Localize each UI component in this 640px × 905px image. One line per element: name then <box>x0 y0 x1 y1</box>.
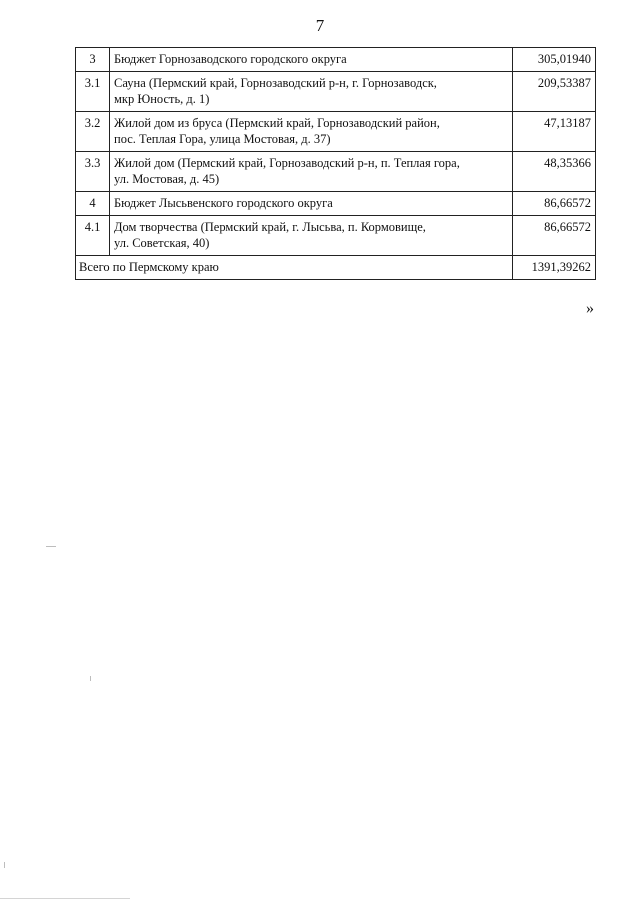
total-label: Всего по Пермскому краю <box>76 256 513 280</box>
scan-artifact <box>4 862 5 868</box>
table-row <box>76 152 596 192</box>
table-row <box>76 72 596 112</box>
row-number: 4 <box>76 192 110 216</box>
total-value: 1391,39262 <box>513 256 596 280</box>
table-row <box>76 216 596 256</box>
row-value: 48,35366 <box>513 152 596 192</box>
scan-artifact <box>46 546 56 547</box>
row-name: Жилой дом из бруса (Пермский край, Горнозаводский район, пос. Теплая Гора, улица Мостовая, д. 37) <box>110 112 513 152</box>
row-name: Бюджет Горнозаводского городского округа <box>110 48 513 72</box>
table-row <box>76 48 596 72</box>
budget-table-body <box>76 48 596 280</box>
row-value: 209,53387 <box>513 72 596 112</box>
row-name: Сауна (Пермский край, Горнозаводский р-н, г. Горнозаводск, мкр Юность, д. 1) <box>110 72 513 112</box>
scan-artifact <box>0 898 130 899</box>
table-row <box>76 192 596 216</box>
table-row <box>76 112 596 152</box>
closing-quote: » <box>586 300 594 317</box>
row-number: 3.3 <box>76 152 110 192</box>
row-value: 47,13187 <box>513 112 596 152</box>
row-value: 86,66572 <box>513 192 596 216</box>
row-name: Бюджет Лысьвенского городского округа <box>110 192 513 216</box>
table-total-row <box>76 256 596 280</box>
row-number: 4.1 <box>76 216 110 256</box>
row-value: 305,01940 <box>513 48 596 72</box>
row-number: 3 <box>76 48 110 72</box>
scan-artifact <box>90 676 91 681</box>
row-number: 3.2 <box>76 112 110 152</box>
row-value: 86,66572 <box>513 216 596 256</box>
row-name: Дом творчества (Пермский край, г. Лысьва, п. Кормовище, ул. Советская, 40) <box>110 216 513 256</box>
budget-table <box>75 47 596 280</box>
row-number: 3.1 <box>76 72 110 112</box>
row-name: Жилой дом (Пермский край, Горнозаводский р-н, п. Теплая гора, ул. Мостовая, д. 45) <box>110 152 513 192</box>
page-number: 7 <box>315 16 325 35</box>
